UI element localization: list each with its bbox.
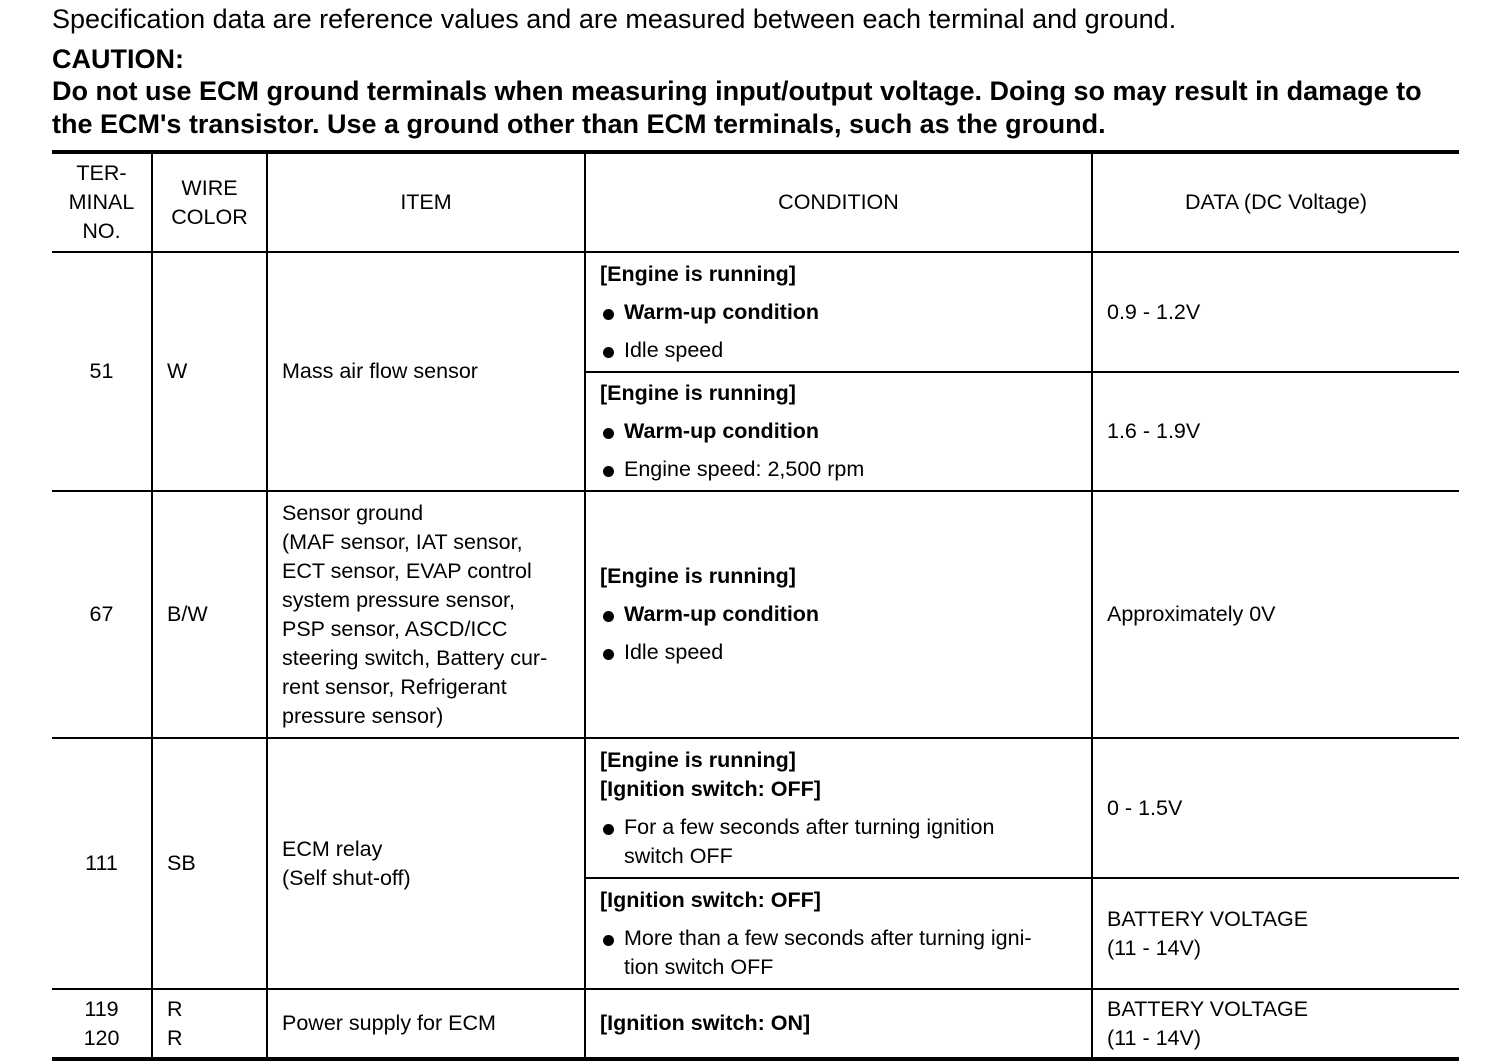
bullet-icon (603, 347, 614, 358)
header-terminal-line: MINAL (68, 190, 135, 214)
bullet-icon (603, 649, 614, 660)
table-row (52, 989, 1459, 1059)
header-terminal-line: TER- (76, 161, 127, 185)
table-row (52, 491, 1459, 738)
condition-header: [Engine is running] (600, 261, 796, 286)
condition-bullet: Engine speed: 2,500 rpm (600, 455, 1077, 484)
item-line: (Self shut-off) (282, 865, 411, 890)
header-item: ITEM (267, 152, 585, 252)
condition-header: [Engine is running] (600, 747, 796, 772)
bullet-icon (603, 428, 614, 439)
caution-title: CAUTION: (52, 44, 184, 74)
bullet-line-text: More than a few seconds after turning igni- (624, 925, 1032, 950)
condition-header: [Engine is running] (600, 381, 796, 405)
terminal-cell (52, 989, 152, 1059)
caution-text: Do not use ECM ground terminals when measuring input/output voltage. Doing so may result in damage to the ECM's transistor. Use a ground other than ECM terminals, such as the ground. (52, 76, 1422, 139)
terminal-line: 119 (84, 996, 119, 1021)
condition-cell (585, 878, 1092, 989)
data-line: BATTERY VOLTAGE (1107, 996, 1309, 1021)
condition-cell (585, 738, 1092, 878)
condition-bullet: Idle speed (600, 336, 1077, 365)
header-wire-color (152, 152, 267, 252)
table-row (52, 738, 1459, 878)
item-cell: Power supply for ECM (267, 989, 585, 1059)
bullet-icon (603, 309, 614, 320)
header-terminal-no (52, 152, 152, 252)
bullet-icon (603, 935, 614, 946)
wire-line: R (167, 1025, 183, 1050)
data-cell (1092, 989, 1459, 1059)
item-cell (267, 738, 585, 989)
bullet-icon (603, 611, 614, 622)
data-cell: 0.9 - 1.2V (1092, 252, 1459, 372)
item-line: system pressure sensor, (282, 587, 516, 612)
item-line: (MAF sensor, IAT sensor, (282, 529, 523, 554)
condition-header: [Ignition switch: OFF] (600, 776, 821, 801)
item-cell (267, 491, 585, 738)
item-line: ECT sensor, EVAP control (282, 558, 532, 583)
data-line: (11 - 14V) (1107, 935, 1201, 960)
header-wire-line: WIRE (181, 175, 238, 200)
condition-bullet: Warm-up condition (600, 298, 1077, 327)
wire-color-cell (152, 989, 267, 1059)
item-line: rent sensor, Refrigerant (282, 674, 507, 699)
item-line: PSP sensor, ASCD/ICC (282, 616, 508, 641)
item-line: ECM relay (282, 836, 383, 861)
item-line: Sensor ground (282, 500, 424, 525)
header-condition: CONDITION (585, 152, 1092, 252)
condition-header: [Engine is running] (600, 564, 796, 588)
condition-bullet (600, 813, 1077, 871)
condition-cell (585, 491, 1092, 738)
bullet-line-text: For a few seconds after turning ignition (624, 814, 995, 839)
bullet-icon (603, 466, 614, 477)
terminal-cell: 111 (52, 738, 152, 989)
condition-bullet: Idle speed (600, 638, 1077, 667)
wire-color-cell: W (152, 252, 267, 491)
bullet-line-text: tion switch OFF (624, 954, 774, 979)
condition-header: [Ignition switch: OFF] (600, 887, 821, 912)
condition-bullet (600, 924, 1077, 982)
data-cell: 0 - 1.5V (1092, 738, 1459, 878)
condition-cell (585, 989, 1092, 1059)
data-cell: 1.6 - 1.9V (1092, 372, 1459, 491)
bullet-icon (603, 824, 614, 835)
table-row (52, 252, 1459, 372)
wire-color-cell: B/W (152, 491, 267, 738)
item-line: pressure sensor) (282, 703, 444, 728)
intro-text: Specification data are reference values and are measured between each terminal and ground. (52, 4, 1177, 34)
header-data: DATA (DC Voltage) (1092, 152, 1459, 252)
condition-cell (585, 372, 1092, 491)
wire-color-cell: SB (152, 738, 267, 989)
condition-bullet: Warm-up condition (600, 417, 1077, 446)
terminal-cell: 51 (52, 252, 152, 491)
header-wire-line: COLOR (171, 204, 248, 229)
condition-header: [Ignition switch: ON] (600, 1011, 811, 1035)
data-cell (1092, 878, 1459, 989)
condition-cell (585, 252, 1092, 372)
data-line: BATTERY VOLTAGE (1107, 906, 1309, 931)
header-terminal-line: NO. (82, 219, 121, 243)
item-line: steering switch, Battery cur- (282, 645, 548, 670)
wire-line: R (167, 996, 183, 1021)
ecm-terminal-table (52, 150, 1459, 1061)
terminal-line: 120 (83, 1025, 120, 1050)
bullet-line-text: switch OFF (624, 843, 733, 868)
data-cell: Approximately 0V (1092, 491, 1459, 738)
table-header-row (52, 152, 1459, 252)
item-cell: Mass air flow sensor (267, 252, 585, 491)
terminal-cell: 67 (52, 491, 152, 738)
condition-bullet: Warm-up condition (600, 600, 1077, 629)
data-line: (11 - 14V) (1107, 1025, 1201, 1050)
